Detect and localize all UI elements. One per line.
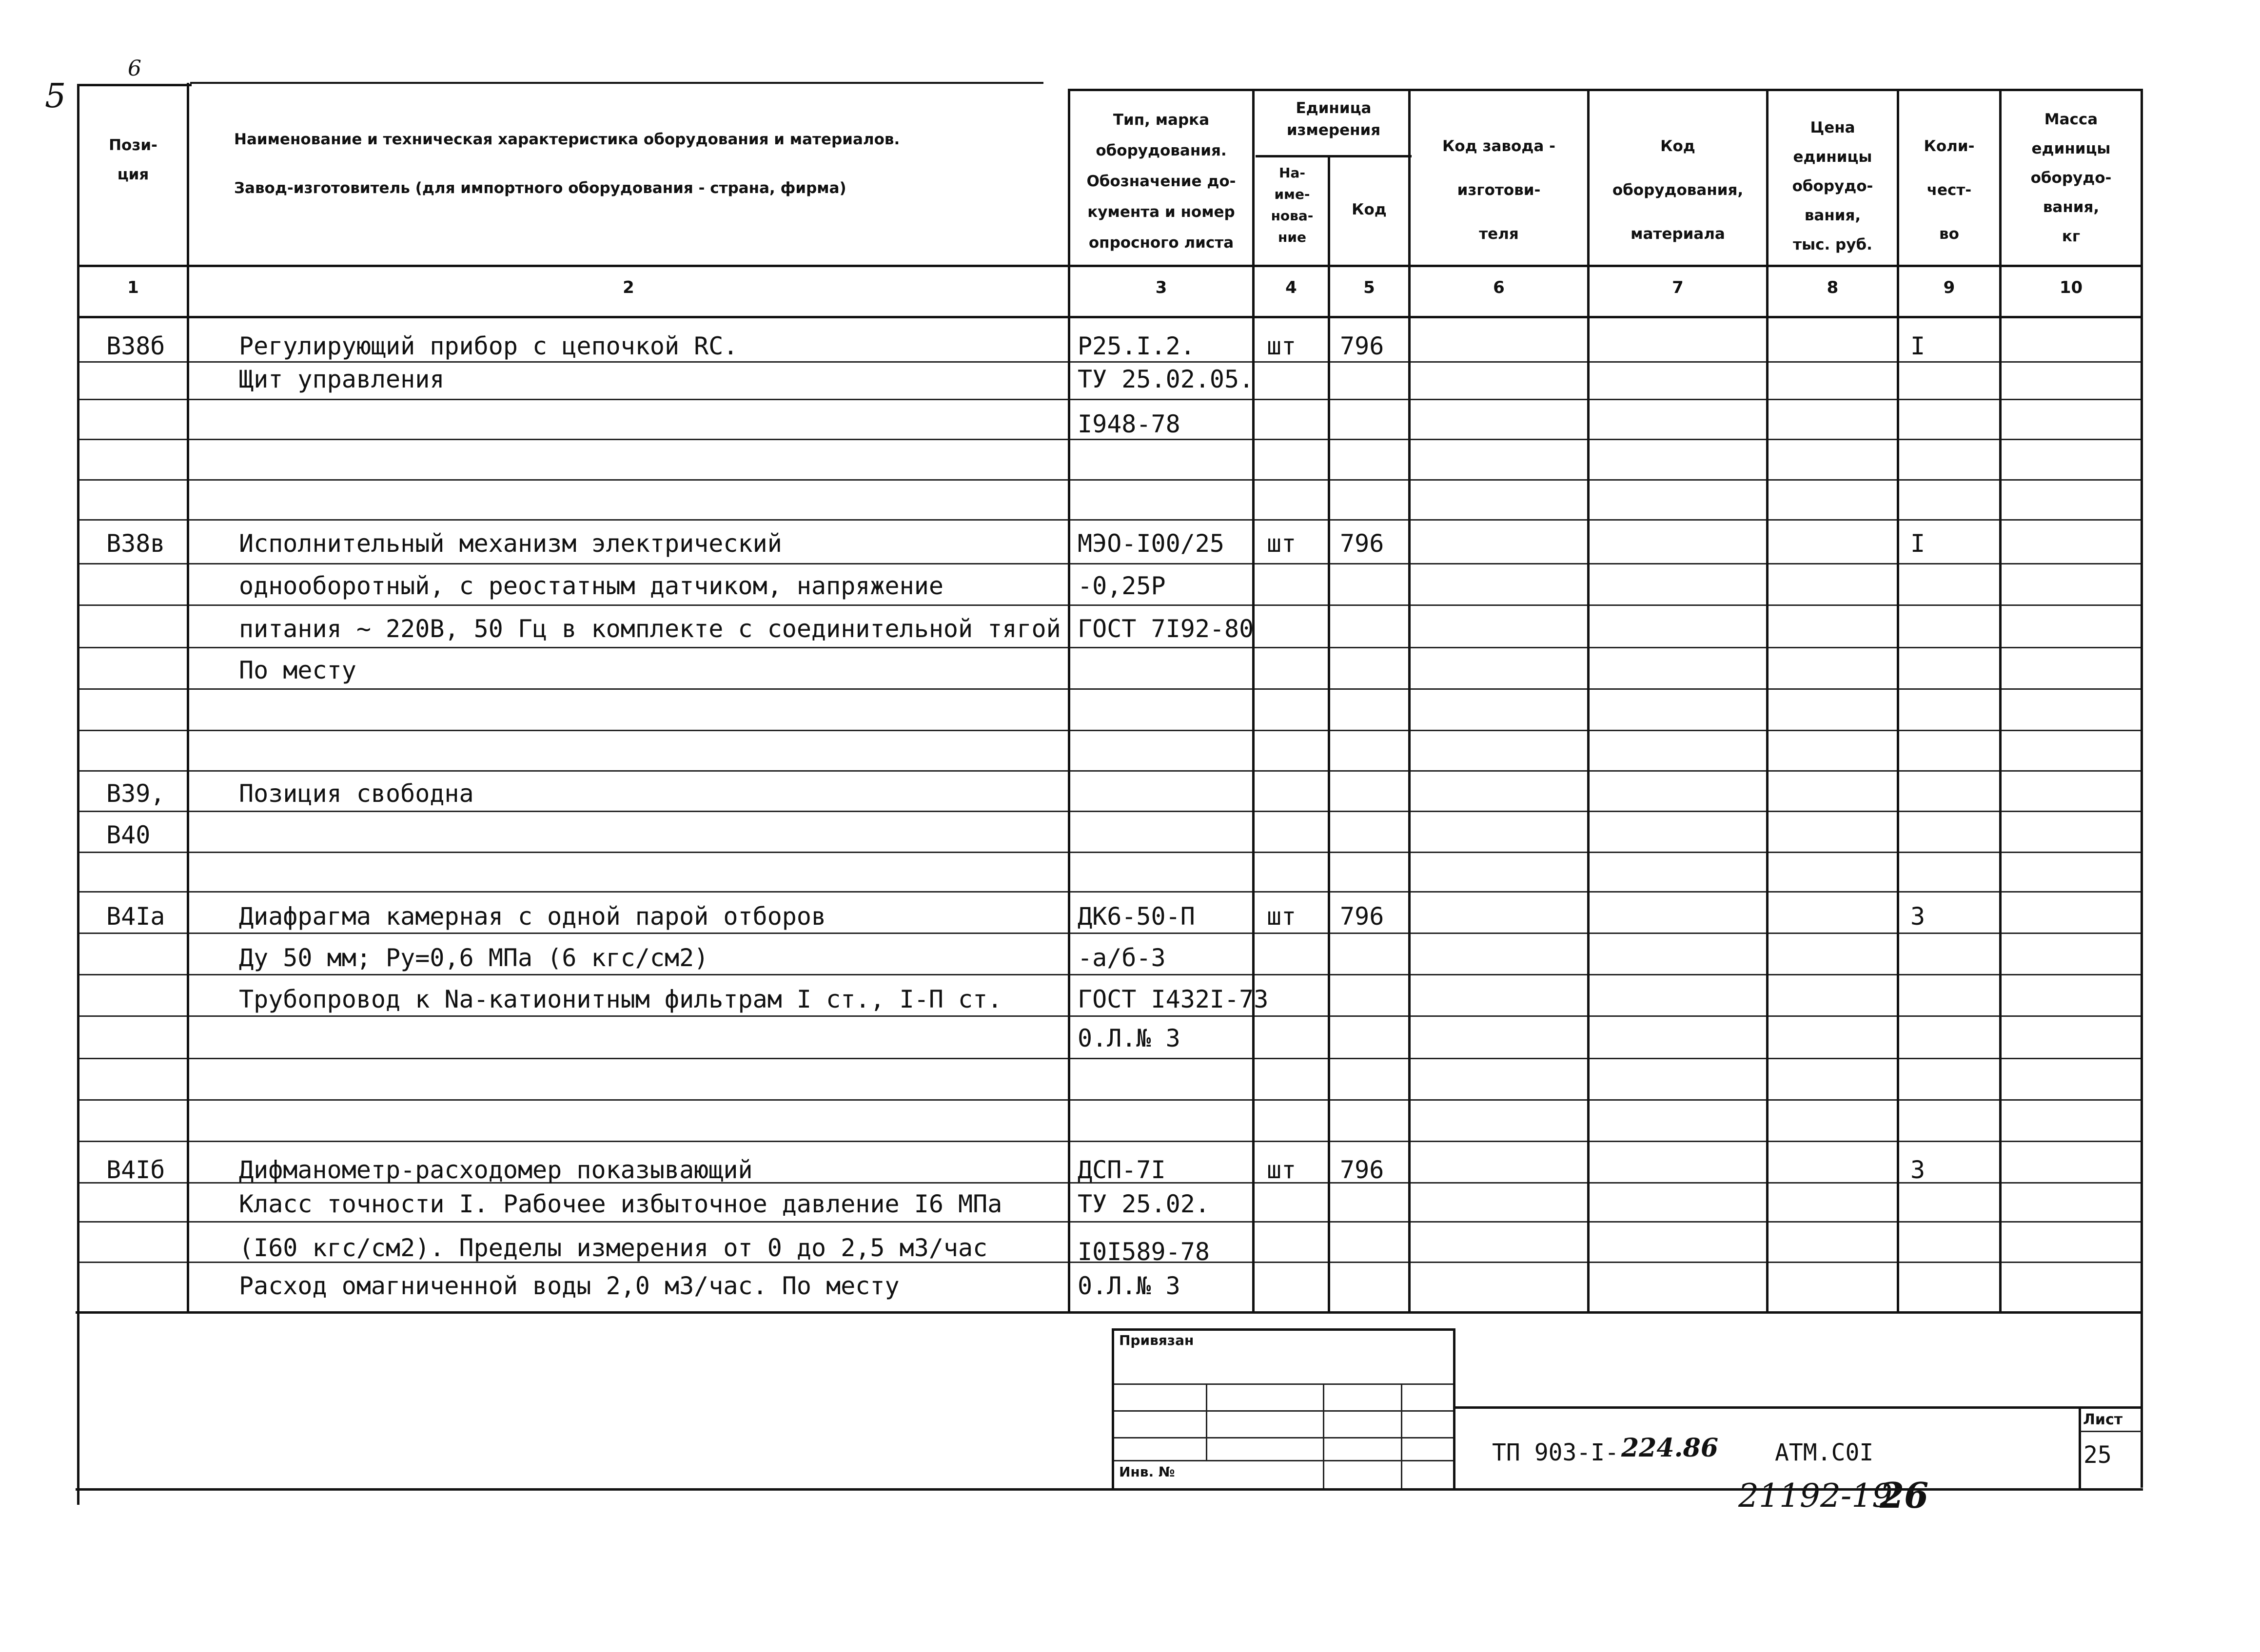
row-type: -а/б-3 [1078, 944, 1166, 972]
row-type: 0.Л.№ 3 [1078, 1272, 1180, 1300]
row-qty: I [1910, 529, 1926, 558]
row-position: В39, [106, 779, 165, 808]
row-unit: шт [1267, 902, 1297, 931]
header-col9: Коли- чест- во [1924, 137, 1975, 243]
row-position: В4Iа [106, 902, 165, 931]
row-name: Расход омагниченной воды 2,0 м3/час. По месту [239, 1272, 900, 1300]
row-code: 796 [1340, 902, 1384, 931]
colnum-6: 6 [1493, 278, 1505, 297]
page-mark: 5 [45, 77, 66, 116]
row-name: Дифманометр-расходомер показывающий [239, 1156, 753, 1184]
row-type: I0I589-78 [1078, 1238, 1210, 1266]
row-type: Р25.I.2. [1078, 332, 1195, 360]
row-position: В40 [106, 821, 151, 849]
row-unit: шт [1267, 332, 1297, 360]
inv-number-label: Инв. № [1119, 1464, 1175, 1480]
row-type: ГОСТ 7I92-80 [1078, 615, 1254, 643]
row-type: ТУ 25.02.05. [1078, 365, 1254, 393]
row-qty: 3 [1910, 902, 1926, 931]
header-col5: Код [1352, 201, 1387, 218]
designation-suffix: АТМ.С0I [1775, 1439, 1874, 1466]
row-name: Ду 50 мм; Ру=0,6 МПа (6 кгс/см2) [239, 944, 709, 972]
row-name: Диафрагма камерная с одной парой отборов [239, 902, 826, 931]
colnum-5: 5 [1363, 278, 1375, 297]
designation-prefix: ТП 903-I- [1492, 1439, 1619, 1466]
header-col1: Пози- ция [109, 136, 157, 183]
row-name: Исполнительный механизм электрический [239, 529, 782, 558]
header-col6: Код завода - изготови- теля [1442, 137, 1555, 243]
row-name: Позиция свободна [239, 779, 474, 808]
row-type: ДК6-50-П [1078, 902, 1195, 931]
header-col10: Масса единицы оборудо- вания, кг [2030, 111, 2112, 245]
row-name: Трубопровод к Nа-катионитным фильтрам I ст., I-П ст. [239, 985, 1002, 1013]
row-unit: шт [1267, 1156, 1297, 1184]
row-name: Щит управления [239, 365, 445, 393]
header-col3: Тип, марка оборудования. Обозначение до- кумента и номер опросного листа [1086, 111, 1236, 252]
designation-handwritten: 224.86 [1621, 1433, 1719, 1463]
row-position: В4Iб [106, 1156, 165, 1184]
row-type: ГОСТ I432I-73 [1078, 985, 1269, 1013]
row-name: однооборотный, с реостатным датчиком, напряжение [239, 572, 943, 600]
colnum-4: 4 [1285, 278, 1297, 297]
header-col7: Код оборудования, материала [1612, 137, 1744, 243]
archive-page: 26 [1880, 1475, 1929, 1516]
row-position: В38в [106, 529, 165, 558]
corner-mark: 6 [128, 56, 141, 81]
archive-number: 21192-19 [1738, 1477, 1893, 1515]
row-qty: I [1910, 332, 1926, 360]
colnum-8: 8 [1827, 278, 1839, 297]
row-name: (I60 кгс/см2). Пределы измерения от 0 до 2,5 м3/час [239, 1234, 988, 1262]
sheet-number: 25 [2083, 1441, 2112, 1469]
colnum-7: 7 [1672, 278, 1684, 297]
sheet-label: Лист [2083, 1411, 2123, 1428]
privyazan-label: Привязан [1119, 1332, 1194, 1348]
colnum-1: 1 [127, 278, 139, 297]
colnum-10: 10 [2059, 278, 2083, 297]
header-col8: Цена единицы оборудо- вания, тыс. руб. [1792, 119, 1873, 253]
row-type: ТУ 25.02. [1078, 1190, 1210, 1218]
row-code: 796 [1340, 1156, 1384, 1184]
row-type: -0,25Р [1078, 572, 1166, 600]
row-type: МЭО-I00/25 [1078, 529, 1225, 558]
row-type: ДСП-7I [1078, 1156, 1166, 1184]
colnum-3: 3 [1155, 278, 1167, 297]
row-name: Класс точности I. Рабочее избыточное давление I6 МПа [239, 1190, 1002, 1218]
header-unit-group: Единица измерения [1286, 99, 1381, 139]
row-type: 0.Л.№ 3 [1078, 1024, 1180, 1052]
row-type: I948-78 [1078, 410, 1180, 438]
row-code: 796 [1340, 332, 1384, 360]
row-name: Регулирующий прибор с цепочкой RC. [239, 332, 738, 360]
colnum-9: 9 [1943, 278, 1955, 297]
row-code: 796 [1340, 529, 1384, 558]
header-col4: На- име- нова- ние [1271, 165, 1314, 245]
row-name: По месту [239, 656, 356, 684]
header-col2-line2: Завод-изготовитель (для импортного оборудования - страна, фирма) [234, 179, 846, 197]
row-qty: 3 [1910, 1156, 1926, 1184]
colnum-2: 2 [623, 278, 634, 297]
row-position: В38б [106, 332, 165, 360]
header-col2-line1: Наименование и техническая характеристика оборудования и материалов. [234, 131, 900, 148]
row-unit: шт [1267, 529, 1297, 558]
row-name: питания ~ 220В, 50 Гц в комплекте с соединительной тягой [239, 615, 1061, 643]
